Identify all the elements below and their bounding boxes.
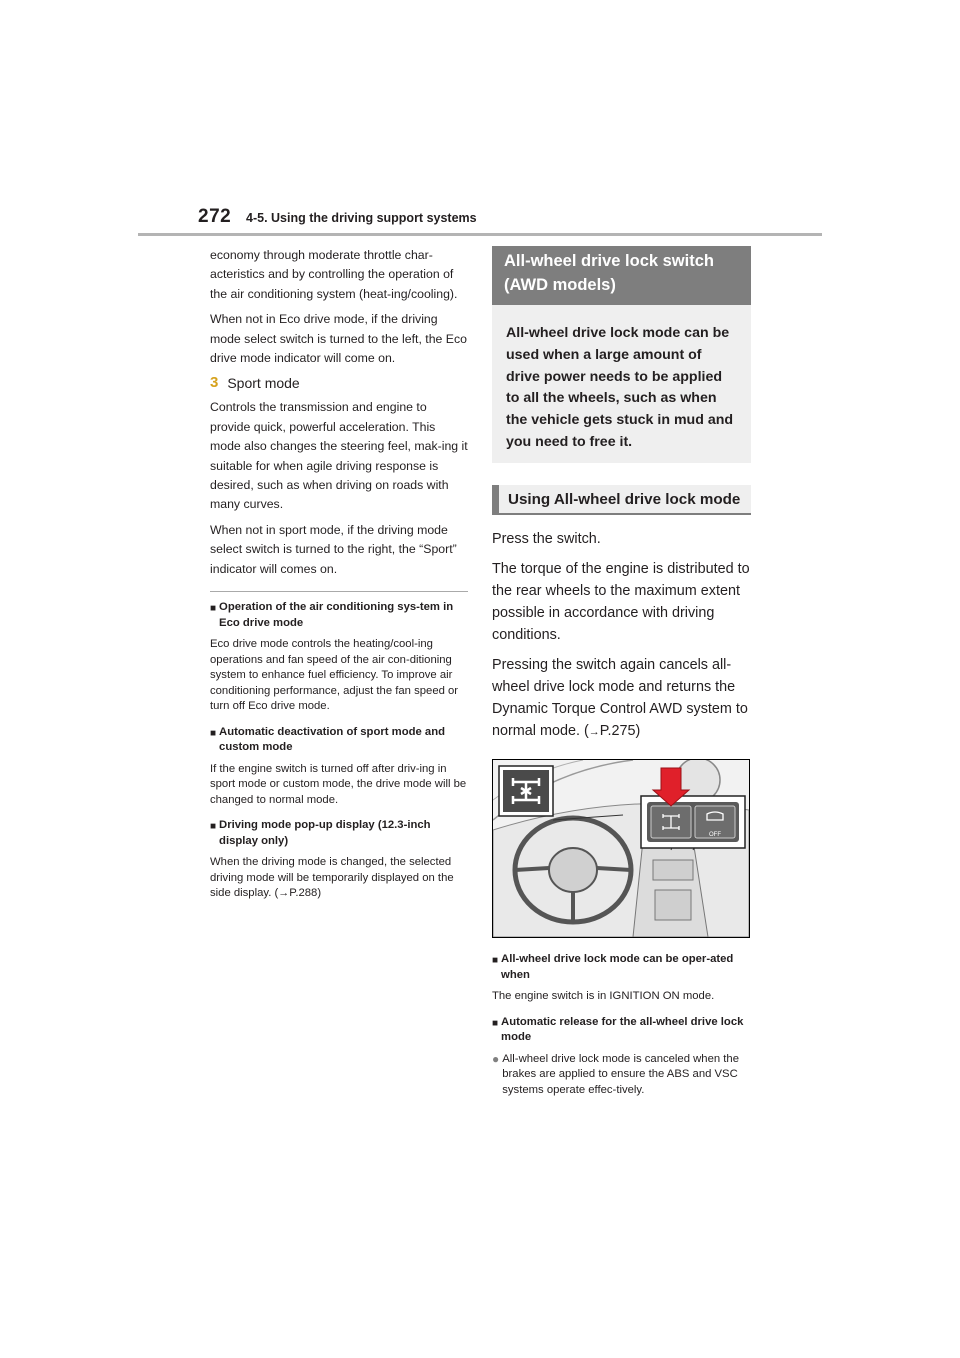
sport-mode-heading (210, 374, 468, 391)
arrow-right-icon: → (278, 887, 290, 900)
dashboard-drawing (493, 760, 749, 937)
note-text-end: ) (317, 887, 322, 900)
note-body: The engine switch is in IGNITION ON mode. (492, 990, 715, 1002)
off-label: OFF (709, 832, 721, 838)
note-heading (492, 1015, 751, 1046)
square-bullet-icon: ■ (210, 727, 217, 739)
note-body (210, 855, 468, 902)
item-number: 3 (210, 374, 219, 392)
note-text: When the driving mode is changed, the selected driving mode will be temporarily displayed on the side display. ( (210, 856, 454, 900)
note-title: Operation of the air conditioning sys-tem in Eco drive mode (219, 601, 454, 629)
paragraph: When not in sport mode, if the driving mode select switch is turned to the right, the “Sport” indicator will comes on. (210, 522, 457, 576)
page-reference[interactable]: P.288 (289, 887, 318, 900)
awd-lock-switch-illustration (492, 759, 750, 938)
item-title: Sport mode (227, 374, 300, 391)
subheading: Using All-wheel drive lock mode (492, 485, 751, 515)
square-bullet-icon: ■ (210, 821, 217, 833)
paragraph: Press the switch. (492, 531, 601, 547)
note-heading (210, 725, 468, 756)
section-header: 4-5. Using the driving support systems (246, 211, 477, 225)
header-rule (138, 233, 822, 236)
note-title: Automatic release for the all-wheel drive lock mode (501, 1015, 744, 1043)
paragraph (492, 654, 751, 743)
note-body: If the engine switch is turned off after driv-ing in sport mode or custom mode, the drive mode will be changed to normal mode. (210, 762, 467, 806)
paragraph-text-end: ) (635, 723, 641, 739)
left-column (210, 246, 468, 912)
page-number: 272 (198, 206, 232, 227)
note-title: Automatic deactivation of sport mode and custom mode (219, 725, 446, 754)
square-bullet-icon: ■ (492, 1017, 499, 1029)
paragraph: When not in Eco drive mode, if the driving mode select switch is turned to the left, the Eco drive mode indicator will come on. (210, 312, 467, 366)
note-title: All-wheel drive lock mode can be oper-ated when (501, 953, 734, 981)
page-reference[interactable]: P.275 (599, 723, 636, 739)
note-title: Driving mode pop-up display (12.3-inch display only) (219, 819, 431, 847)
note-body: Eco drive mode controls the heating/cool-ing operations and fan speed of the air con-ditioning system to enhance fuel efficiency. To improve air conditioning performance, adjust the fan speed or turn off Eco drive mode. (210, 638, 459, 713)
bullet-text: All-wheel drive lock mode is canceled when the brakes are applied to ensure the ABS and VSC systems operate effec-tively. (502, 1052, 739, 1096)
circle-bullet-icon: ● (492, 1051, 500, 1066)
square-bullet-icon: ■ (492, 955, 499, 966)
arrow-right-icon: → (588, 726, 600, 738)
intro-box: All-wheel drive lock mode can be used when a large amount of drive power needs to be applied to all the wheels, such as when the vehicle gets stuck in mud and you need to free it. (492, 305, 751, 463)
section-title: All-wheel drive lock switch (AWD models) (492, 246, 751, 305)
right-column (492, 246, 751, 1106)
square-bullet-icon: ■ (210, 603, 217, 615)
paragraph-text: Pressing the switch again cancels all-wheel drive lock mode and returns the Dynamic Torque Control AWD system to normal mode. ( (492, 657, 748, 739)
paragraph: economy through moderate throttle char-acteristics and by controlling the operation of the air conditioning system (heat-ing/cooling). (210, 248, 458, 301)
paragraph: The torque of the engine is distributed to the rear wheels to the maximum extent possible in accordance with driving conditions. (492, 561, 750, 643)
paragraph: Controls the transmission and engine to provide quick, powerful acceleration. This mode also changes the steering feel, mak-ing it suitable for when agile driving response is desired, such as when driving on roads with many curves. (210, 400, 468, 512)
note-heading (210, 818, 468, 849)
bullet-item (492, 1052, 751, 1099)
note-heading (210, 600, 468, 631)
divider (210, 591, 468, 592)
note-heading (492, 952, 751, 983)
